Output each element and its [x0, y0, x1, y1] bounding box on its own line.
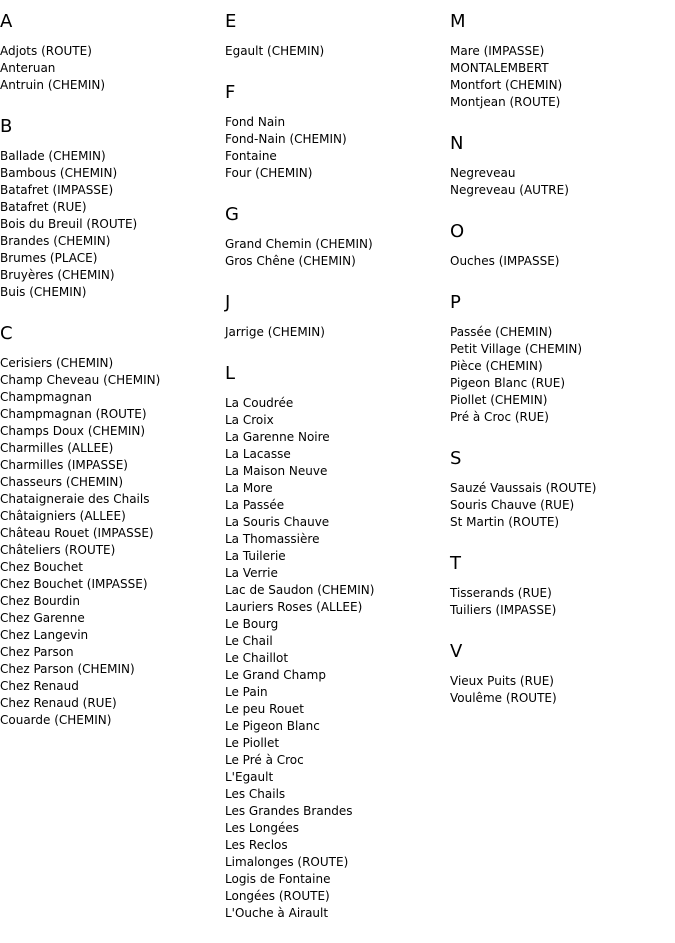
street-link[interactable]: Bois du Breuil (ROUTE) — [0, 217, 138, 231]
street-link[interactable]: Brumes (PLACE) — [0, 251, 98, 265]
index-column-3 — [450, 10, 670, 728]
street-link[interactable]: MONTALEMBERT — [450, 61, 549, 75]
street-link[interactable]: Egault (CHEMIN) — [225, 44, 325, 58]
street-link[interactable]: Le Grand Champ — [225, 668, 326, 682]
street-link[interactable]: Champs Doux (CHEMIN) — [0, 424, 146, 438]
letter-section-e — [225, 10, 445, 60]
street-link[interactable]: Antruin (CHEMIN) — [0, 78, 106, 92]
street-link[interactable]: Montjean (ROUTE) — [450, 95, 561, 109]
street-link[interactable]: Charmilles (IMPASSE) — [0, 458, 128, 472]
letter-heading: M — [450, 11, 466, 32]
street-link[interactable]: Le Chail — [225, 634, 273, 648]
letter-heading: C — [0, 323, 13, 344]
street-link[interactable]: Le Pré à Croc — [225, 753, 304, 767]
street-link[interactable]: Limalonges (ROUTE) — [225, 855, 349, 869]
letter-section-v — [450, 640, 670, 707]
street-link[interactable]: Pièce (CHEMIN) — [450, 359, 543, 373]
street-link[interactable]: La Maison Neuve — [225, 464, 328, 478]
street-link[interactable]: Jarrige (CHEMIN) — [225, 325, 325, 339]
letter-section-f — [225, 81, 445, 182]
street-link[interactable]: Logis de Fontaine — [225, 872, 331, 886]
letter-section-m — [450, 10, 670, 111]
street-link[interactable]: Chez Parson (CHEMIN) — [0, 662, 135, 676]
street-link[interactable]: Vieux Puits (RUE) — [450, 674, 554, 688]
street-link[interactable]: Batafret (IMPASSE) — [0, 183, 114, 197]
street-link[interactable]: Pré à Croc (RUE) — [450, 410, 549, 424]
letter-section-g — [225, 203, 445, 270]
street-link[interactable]: Chez Renaud (RUE) — [0, 696, 117, 710]
street-link[interactable]: La Croix — [225, 413, 274, 427]
letter-section-o — [450, 220, 670, 270]
letter-heading: F — [225, 82, 236, 103]
letter-heading: J — [225, 292, 231, 313]
street-link[interactable]: La Coudrée — [225, 396, 294, 410]
street-link[interactable]: Fond Nain — [225, 115, 286, 129]
street-link[interactable]: La Verrie — [225, 566, 278, 580]
letter-heading: A — [0, 11, 13, 32]
street-link[interactable]: Petit Village (CHEMIN) — [450, 342, 583, 356]
street-link[interactable]: Four (CHEMIN) — [225, 166, 313, 180]
street-link[interactable]: Chez Garenne — [0, 611, 85, 625]
street-link[interactable]: Piollet (CHEMIN) — [450, 393, 548, 407]
letter-section-b — [0, 115, 220, 301]
letter-section-n — [450, 132, 670, 199]
street-link[interactable]: Grand Chemin (CHEMIN) — [225, 237, 373, 251]
street-link[interactable]: Tuiliers (IMPASSE) — [450, 603, 557, 617]
street-link[interactable]: Anteruan — [0, 61, 56, 75]
street-link[interactable]: Les Reclos — [225, 838, 288, 852]
letter-section-s — [450, 447, 670, 531]
street-link[interactable]: Lac de Saudon (CHEMIN) — [225, 583, 375, 597]
street-link[interactable]: Ouches (IMPASSE) — [450, 254, 560, 268]
street-link[interactable]: Buis (CHEMIN) — [0, 285, 87, 299]
street-link[interactable]: L'Ouche à Airault — [225, 906, 329, 920]
street-link[interactable]: Cerisiers (CHEMIN) — [0, 356, 114, 370]
street-link[interactable]: Chataigneraie des Chails — [0, 492, 150, 506]
street-link[interactable]: Chez Renaud — [0, 679, 79, 693]
street-link[interactable]: Fontaine — [225, 149, 277, 163]
street-link[interactable]: Negreveau (AUTRE) — [450, 183, 569, 197]
street-link[interactable]: La More — [225, 481, 273, 495]
street-link[interactable]: Brandes (CHEMIN) — [0, 234, 111, 248]
street-link[interactable]: Les Longées — [225, 821, 299, 835]
street-link[interactable]: Les Chails — [225, 787, 286, 801]
street-link[interactable]: Chasseurs (CHEMIN) — [0, 475, 124, 489]
street-link[interactable]: La Passée — [225, 498, 285, 512]
street-link[interactable]: Champmagnan (ROUTE) — [0, 407, 147, 421]
street-link[interactable]: La Thomassière — [225, 532, 320, 546]
letter-section-t — [450, 552, 670, 619]
street-link[interactable]: Passée (CHEMIN) — [450, 325, 553, 339]
street-link[interactable]: Le peu Rouet — [225, 702, 304, 716]
street-link[interactable]: Charmilles (ALLEE) — [0, 441, 114, 455]
letter-heading: T — [450, 553, 461, 574]
street-link[interactable]: La Garenne Noire — [225, 430, 330, 444]
letter-heading: S — [450, 448, 462, 469]
letter-section-j — [225, 291, 445, 341]
street-link[interactable]: Champ Cheveau (CHEMIN) — [0, 373, 161, 387]
street-link[interactable]: St Martin (ROUTE) — [450, 515, 560, 529]
street-link[interactable]: Chez Bouchet (IMPASSE) — [0, 577, 148, 591]
index-column-1 — [0, 10, 220, 750]
street-link[interactable]: Champmagnan — [0, 390, 92, 404]
street-link[interactable]: Châtaigniers (ALLEE) — [0, 509, 126, 523]
street-link[interactable]: Chez Langevin — [0, 628, 89, 642]
letter-section-l — [225, 362, 445, 922]
street-link[interactable]: Montfort (CHEMIN) — [450, 78, 563, 92]
letter-heading: L — [225, 363, 236, 384]
street-link[interactable]: Lauriers Roses (ALLEE) — [225, 600, 363, 614]
letter-section-a — [0, 10, 220, 94]
street-link[interactable]: Fond-Nain (CHEMIN) — [225, 132, 347, 146]
street-link[interactable]: Mare (IMPASSE) — [450, 44, 545, 58]
letter-heading: V — [450, 641, 463, 662]
street-link[interactable]: Châteliers (ROUTE) — [0, 543, 116, 557]
street-link[interactable]: Sauzé Vaussais (ROUTE) — [450, 481, 597, 495]
street-link[interactable]: Le Pain — [225, 685, 268, 699]
street-link[interactable]: Château Rouet (IMPASSE) — [0, 526, 154, 540]
letter-heading: O — [450, 221, 465, 242]
street-link[interactable]: Chez Parson — [0, 645, 74, 659]
street-link[interactable]: Chez Bourdin — [0, 594, 80, 608]
street-link[interactable]: Le Chaillot — [225, 651, 289, 665]
street-link[interactable]: Gros Chêne (CHEMIN) — [225, 254, 356, 268]
street-link[interactable]: Ballade (CHEMIN) — [0, 149, 106, 163]
street-link[interactable]: Adjots (ROUTE) — [0, 44, 92, 58]
street-link[interactable]: Chez Bouchet — [0, 560, 83, 574]
street-link[interactable]: La Lacasse — [225, 447, 291, 461]
street-link[interactable]: L'Egault — [225, 770, 274, 784]
street-link[interactable]: Couarde (CHEMIN) — [0, 713, 112, 727]
street-link[interactable]: Les Grandes Brandes — [225, 804, 353, 818]
letter-section-p — [450, 291, 670, 426]
letter-heading: E — [225, 11, 237, 32]
street-link[interactable]: Le Bourg — [225, 617, 279, 631]
letter-heading: P — [450, 292, 461, 313]
letter-heading: N — [450, 133, 464, 154]
street-link[interactable]: La Tuilerie — [225, 549, 286, 563]
letter-heading: G — [225, 204, 239, 225]
street-link[interactable]: Le Pigeon Blanc — [225, 719, 320, 733]
street-link[interactable]: Negreveau — [450, 166, 516, 180]
street-link[interactable]: Bambous (CHEMIN) — [0, 166, 118, 180]
street-link[interactable]: Voulême (ROUTE) — [450, 691, 557, 705]
street-link[interactable]: Tisserands (RUE) — [450, 586, 552, 600]
street-link[interactable]: Longées (ROUTE) — [225, 889, 330, 903]
street-link[interactable]: Le Piollet — [225, 736, 280, 750]
letter-heading: B — [0, 116, 13, 137]
index-column-2 — [225, 10, 445, 943]
street-link[interactable]: Souris Chauve (RUE) — [450, 498, 575, 512]
letter-section-c — [0, 322, 220, 729]
street-link[interactable]: La Souris Chauve — [225, 515, 330, 529]
street-link[interactable]: Pigeon Blanc (RUE) — [450, 376, 566, 390]
street-link[interactable]: Batafret (RUE) — [0, 200, 87, 214]
street-link[interactable]: Bruyères (CHEMIN) — [0, 268, 115, 282]
